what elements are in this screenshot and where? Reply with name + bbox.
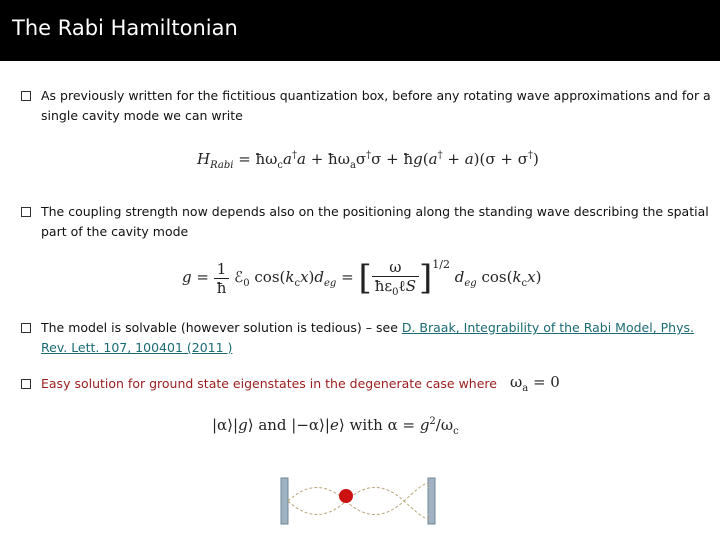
bullet-box-icon — [21, 323, 31, 333]
coupling-strength-equation: g = $\frac{1}{ħ}$ ℰ$_0$ $\cos(k_cx)d_{eg}$ = [ $\frac{\omega}{ħ\varepsilon_0\ell S}$ ]$^{1/2}$ $d_{eg}$ $\cos(k_cx)$ — [182, 258, 542, 298]
standing-wave-upper — [288, 483, 429, 514]
braak-reference-link[interactable]: D. Braak, Integrability of the Rabi Model, Phys. Rev. Lett. 107, 100401 (2011 ) — [41, 320, 694, 355]
bullet-box-icon — [21, 207, 31, 217]
atom-dot — [339, 489, 353, 503]
bullet-3-text — [41, 318, 711, 358]
standing-wave-lower — [288, 488, 429, 519]
bullet-box-icon — [21, 379, 31, 389]
fraction: $\frac{\omega}{ħ\varepsilon_0\ell S}$ — [372, 258, 419, 298]
cavity-diagram — [276, 474, 446, 528]
bullet-2-text: The coupling strength now depends also on the positioning along the standing wave describing the spatial part of the cavity mode — [41, 204, 709, 239]
bullet-3-lead: The model is solvable (however solution is tedious) – see — [41, 320, 402, 335]
fraction: $\frac{1}{ħ}$ — [214, 260, 230, 297]
bullet-4-text: Easy solution for ground state eigenstates in the degenerate case where — [41, 376, 497, 391]
left-mirror — [281, 478, 288, 524]
rabi-hamiltonian-equation: $H_{Rabi}$ = $ħ\omega_ca^\dagger a$ + $ħ\omega_a\sigma^\dagger\sigma$ + ħg(a† + a)(σ + σ†) — [197, 150, 539, 171]
title-bar — [0, 0, 720, 61]
degenerate-condition-equation: $\omega_a = 0$ — [510, 373, 560, 394]
bullet-box-icon — [21, 91, 31, 101]
bullet-1-text: As previously written for the fictitious quantization box, before any rotating wave approximations and for a single cavity mode we can write — [41, 88, 711, 123]
slide-title: The Rabi Hamiltonian — [12, 16, 238, 40]
ground-state-equation: |α⟩|g⟩ and |−α⟩|e⟩ with $\alpha = g^2/\omega_c$ — [212, 416, 459, 437]
